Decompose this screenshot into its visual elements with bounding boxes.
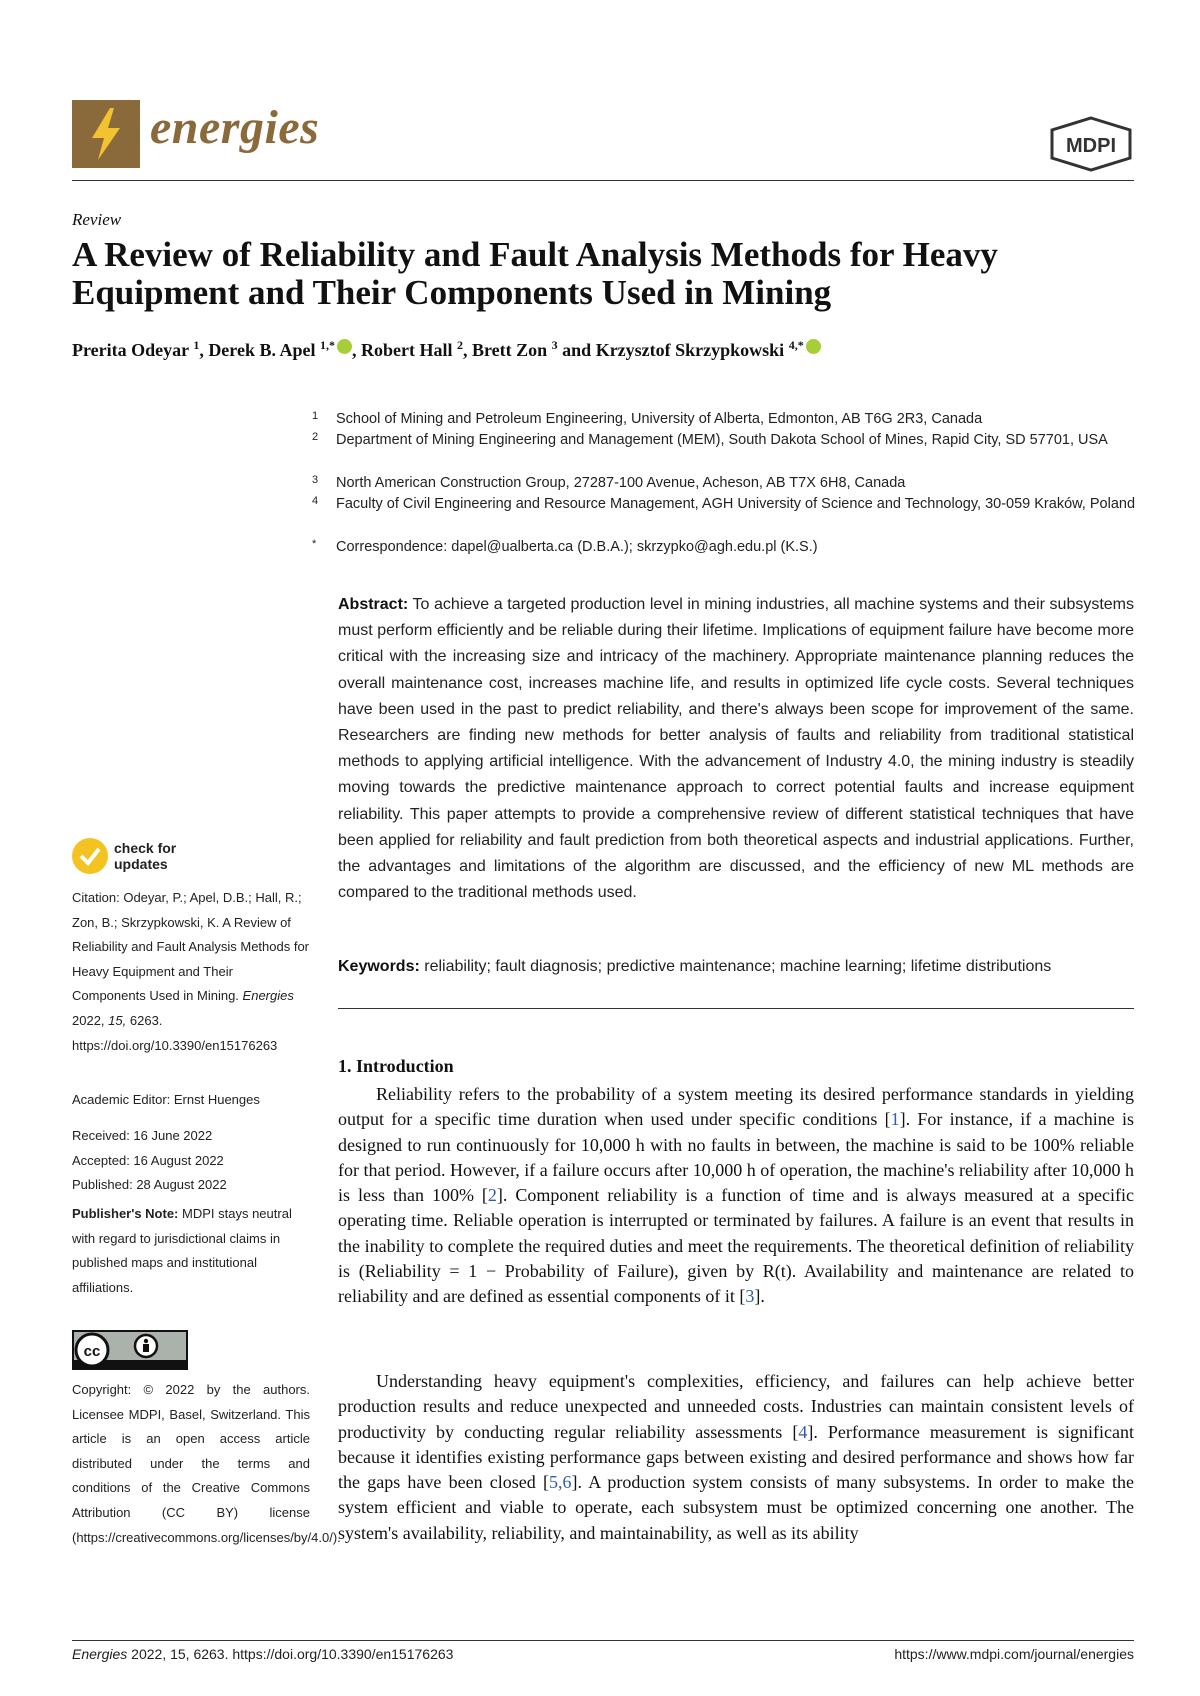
paragraph-text: Reliability refers to the probability of a system meeting its desired performance standards in yielding output for a specific time duration when used under specific conditions [ (338, 1084, 1134, 1130)
published-date: Published: 28 August 2022 (72, 1177, 227, 1193)
updates-line-2: updates (114, 856, 168, 872)
author-name: Derek B. Apel (208, 340, 316, 360)
svg-text:cc: cc (83, 1343, 101, 1360)
checkmark-icon (72, 838, 108, 874)
paragraph-text: ]. (754, 1286, 765, 1307)
abstract (338, 592, 1134, 906)
check-for-updates-button[interactable] (72, 838, 242, 878)
publisher-name: MDPI (1066, 135, 1116, 157)
header-divider (72, 180, 1134, 181)
footer-divider (72, 1640, 1134, 1641)
journal-name: energies (150, 101, 320, 154)
footer-doi-link[interactable]: 6263. https://doi.org/10.3390/en15176263 (193, 1646, 454, 1662)
author-name: Robert Hall (360, 340, 453, 360)
author-affiliation-mark: 1 (193, 338, 200, 352)
correspondence: * Correspondence: dapel@ualberta.ca (D.B.A.); skrzypko@agh.edu.pl (K.S.) (312, 538, 818, 555)
accepted-date: Accepted: 16 August 2022 (72, 1152, 224, 1168)
copyright-notice: Copyright: © 2022 by the authors. Licensee MDPI, Basel, Switzerland. This article is an open access article distributed under the terms and conditions of the Creative Commons Attribution (CC BY) license (https://creativecommons.org/licenses/by/4.0/). (72, 1382, 341, 1545)
affiliation-3: 3 North American Construction Group, 27287-100 Avenue, Acheson, AB T7X 6H8, Canada (312, 474, 906, 491)
paragraph-text: ]. A production system consists of many subsystems. In order to make the system efficient and viable to operate, each subsystem must be optimized concerning one another. The system's availability, reliability, and maintainability, as well as its ability (338, 1472, 1135, 1543)
author-name: Brett Zon (471, 340, 548, 360)
citation-link[interactable]: 1 (890, 1109, 900, 1130)
author-separator: and (557, 340, 596, 360)
updates-line-1: check for (114, 840, 177, 856)
publisher-logo-icon (1048, 116, 1134, 172)
citation-link[interactable]: 5,6 (549, 1472, 572, 1493)
section-heading: 1. Introduction (338, 1056, 454, 1076)
citation-link[interactable]: 3 (745, 1286, 755, 1307)
citation-doi-link[interactable]: 6263. https://doi.org/10.3390/en15176263 (72, 1012, 278, 1053)
author-separator: , (351, 340, 361, 360)
author-affiliation-mark: 4,* (788, 338, 804, 352)
author-affiliation-mark: 2 (456, 338, 463, 352)
orcid-icon[interactable] (337, 339, 352, 354)
article-title: A Review of Reliability and Fault Analysis Methods for Heavy Equipment and Their Components Used in Mining (72, 235, 998, 312)
keywords-label: Keywords: (338, 958, 420, 975)
footer-journal-url[interactable]: https://www.mdpi.com/journal/energies (894, 1646, 1134, 1662)
publication-dates (72, 1124, 310, 1198)
keywords-text: reliability; fault diagnosis; predictive maintenance; machine learning; lifetime distributions (424, 958, 1052, 975)
author-separator: , (462, 340, 472, 360)
received-date: Received: 16 June 2022 (72, 1128, 213, 1143)
orcid-icon[interactable] (806, 339, 821, 354)
citation-link[interactable]: 4 (798, 1421, 808, 1442)
intro-paragraph-1 (338, 1082, 1134, 1310)
paragraph-text: ]. For instance, if a machine is designed to run continuously for 10,000 h with no faults in between, the machine is said to be 100% reliable for that period. However, if a failure occurs after 10,000 h of operation, the machine's reliability after 10,000 h is less than 100% [ (338, 1109, 1134, 1206)
publisher-note: Publisher's Note: MDPI stays neutral with regard to jurisdictional claims in published maps and institutional affiliations. (72, 1206, 292, 1295)
affiliation-2: 2 Department of Mining Engineering and Management (MEM), South Dakota School of Mines, Rapid City, SD 57701, USA (312, 431, 1108, 448)
author-name: Prerita Odeyar (72, 340, 189, 360)
abstract-label: Abstract: (338, 596, 409, 613)
author-affiliation-mark: 3 (551, 338, 558, 352)
author-list (72, 338, 821, 361)
affiliation-4: 4 Faculty of Civil Engineering and Resource Management, AGH University of Science and Technology, 30-059 Kraków, Poland (312, 495, 1136, 512)
citation-link[interactable]: 2 (487, 1185, 497, 1206)
abstract-divider (338, 1008, 1134, 1009)
footer-citation: Energies 2022, 15, 6263. https://doi.org/10.3390/en15176263 (72, 1646, 454, 1662)
affiliation-1: 1 School of Mining and Petroleum Engineering, University of Alberta, Edmonton, AB T6G 2R3, Canada (312, 410, 983, 427)
citation: Citation: Odeyar, P.; Apel, D.B.; Hall, R.; Zon, B.; Skrzypkowski, K. A Review of Reliability and Fault Analysis Methods for Heavy Equipment and Their Components Used in Mining. Energies 2022, 15, 6263. https://doi.org/10.3390/en15176263 (72, 890, 310, 1053)
journal-logo-icon (72, 100, 140, 168)
author-name: Krzysztof Skrzypkowski (595, 340, 785, 360)
cc-by-license-icon[interactable] (72, 1330, 188, 1370)
paragraph-text: ]. Performance measurement is significant because it identifies existing performance gaps between existing and desired performance and shows how far the gaps have been closed [ (338, 1421, 1134, 1493)
article-type: Review (72, 210, 122, 229)
academic-editor: Academic Editor: Ernst Huenges (72, 1092, 260, 1107)
paragraph-text: ]. Component reliability is a function of time and is always measured at a specific operating time. Reliable operation is interrupted or terminated by failures. A failure is an event that results in the inability to complete the required duties and meet the requirements. The theoretical definition of reliability is (Reliability = 1 − Probability of Failure), given by R(t). Availability and maintenance are related to reliability and are defined as essential components of it [ (338, 1185, 1134, 1307)
intro-paragraph-2 (338, 1369, 1134, 1546)
author-affiliation-mark: 1,* (319, 338, 335, 352)
keywords (338, 958, 1138, 976)
author-separator: , (199, 340, 209, 360)
abstract-text: To achieve a targeted production level in mining industries, all machine systems and their subsystems must perform efficiently and be reliable during their lifetime. Implications of equipment failure have become more critical with the increasing size and intricacy of the machinery. Appropriate maintenance planning reduces the overall maintenance cost, increases machine life, and results in optimized life cycle costs. Several techniques have been used in the past to predict reliability, and there's always been scope for improvement of the same. Researchers are finding new methods for better analysis of faults and reliability from traditional statistical methods to applying artificial intelligence. With the advancement of Industry 4.0, the mining industry is steadily moving towards the predictive maintenance approach to correct potential faults and increase equipment reliability. This paper attempts to provide a comprehensive review of different statistical techniques that have been applied for reliability and fault prediction from both theoretical aspects and industrial applications. Further, the advantages and limitations of the algorithm are discussed, and the efficiency of new ML methods are compared to the traditional methods used. (338, 596, 1135, 902)
paragraph-text: Understanding heavy equipment's complexities, efficiency, and failures can help achieve better production results and reduce unexpected and unneeded costs. Industries can maintain consistent levels of productivity by conducting regular reliability assessments [ (338, 1371, 1134, 1442)
